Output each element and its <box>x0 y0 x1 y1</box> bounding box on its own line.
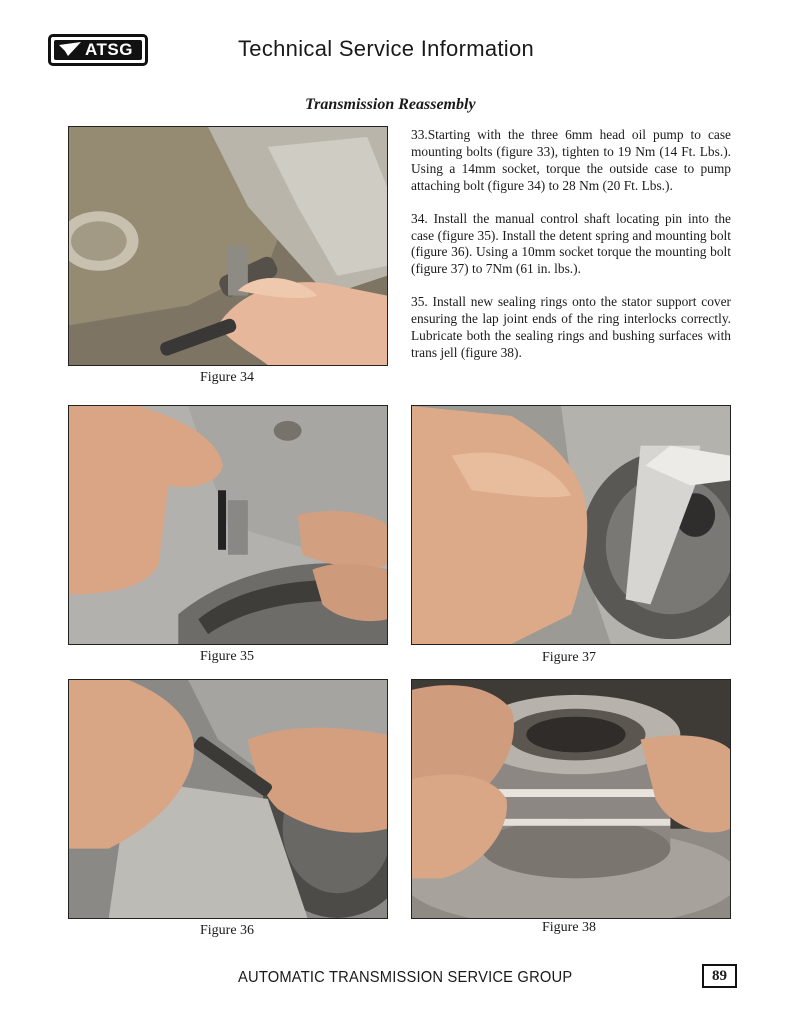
figure-37-photo <box>411 405 731 645</box>
logo-text: ATSG <box>85 40 133 59</box>
instructions-text <box>411 127 731 378</box>
page-number: 89 <box>702 964 737 988</box>
figure-36-caption: Figure 36 <box>200 923 255 938</box>
figure-35-caption: Figure 35 <box>200 649 255 664</box>
figure-34-photo <box>68 126 388 366</box>
figure-37-caption: Figure 37 <box>542 650 597 665</box>
step-34-paragraph: 34. Install the manual control shaft locating pin into the case (figure 35). Install the detent spring and mounting bolt (figure 36). Using a 10mm socket torque the mounting bolt (figure 37) to 7Nm (61 in. lbs.). <box>411 210 731 277</box>
figure-38-photo <box>411 679 731 919</box>
atsg-logo <box>48 34 148 66</box>
section-title: Transmission Reassembly <box>305 96 476 113</box>
figure-34-caption: Figure 34 <box>200 370 255 385</box>
figure-35-photo <box>68 405 388 645</box>
step-35-paragraph: 35. Install new sealing rings onto the stator support cover ensuring the lap joint ends of the ring interlocks correctly. Lubricate both the sealing rings and bushing surfaces with trans jell (figure 38). <box>411 294 731 360</box>
step-33-paragraph: 33.Starting with the three 6mm head oil pump to case mounting bolts (figure 33), tighten to 19 Nm (14 Ft. Lbs.). Using a 14mm socket, torque the outside case to pump attaching bolt (figure 34) to 28 Nm (20 Ft. Lbs.). <box>411 127 731 193</box>
figure-38-caption: Figure 38 <box>542 920 597 935</box>
figure-36-photo <box>68 679 388 919</box>
checkmark-logo-icon <box>58 40 82 60</box>
page-title: Technical Service Information <box>238 36 535 61</box>
footer-text: AUTOMATIC TRANSMISSION SERVICE GROUP <box>238 969 573 986</box>
